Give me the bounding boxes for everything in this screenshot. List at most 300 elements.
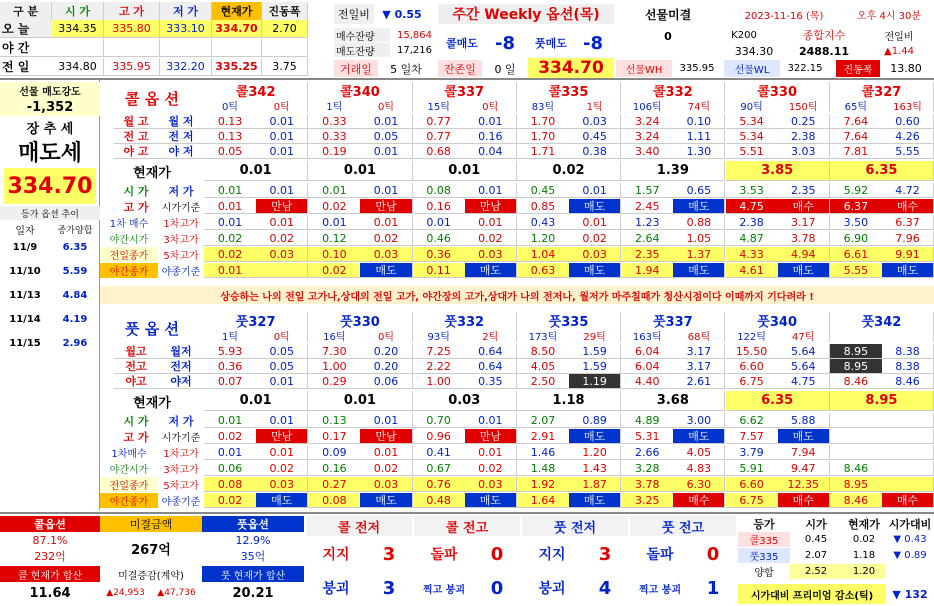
put-tick-a: 1틱 [222,331,239,342]
put-r2-b: 0.02 [256,461,308,476]
history-date: 11/13 [9,289,41,301]
call-r3-a: 4.33 [726,247,778,262]
ohlc-cell: 335.80 [104,20,160,38]
put-r1-a [830,445,882,460]
put-sl-label-b: 저 가 [168,414,194,428]
remain-days-label: 잔존일 [438,60,482,77]
call-tick-b: 74틱 [673,98,725,112]
call-tick-a: 106틱 [632,101,662,112]
trade-day-label: 거래일 [334,60,378,77]
ohlc-cell [212,39,262,57]
ohlc-cell [160,39,212,57]
call-cur-value: 0.01 [204,161,308,181]
call-cur-value: 1.39 [621,161,725,181]
oi-up2: ▲47,736 [157,588,196,598]
call-r1-label-b: 1차고가 [163,219,199,230]
call-r4-b: 매도 [882,263,934,278]
call-sl-open: 1.57 [621,183,673,198]
call-hl-low: 0.01 [256,114,308,129]
time-label: 오후 4시 30분 [856,10,922,22]
buy-remain-value: 15,864 [397,29,432,41]
call-tick-b: 0틱 [360,98,412,112]
call-r3-a: 1.04 [517,247,569,262]
put-r2-b: 0.02 [465,461,517,476]
put-hl-low: 3.17 [673,359,725,374]
sell-remain-value: 17,216 [397,44,432,56]
put-r2-a: 8.46 [830,461,882,476]
put-r1-label-b: 1차고가 [163,449,199,460]
call-hl-low: 0.25 [778,114,830,129]
put-cur-label: 현재가 [133,395,171,411]
call-hl-high: 3.24 [621,129,673,144]
put-cur-value: 0.01 [204,391,308,411]
put-signal: 만남 [256,429,308,444]
put-high-value: 0.96 [413,429,465,444]
put-r3-b: 1.87 [569,477,621,492]
group-title: 콜 전고 [414,516,520,536]
call-hl-low: 0.60 [882,114,934,129]
ohlc-header: 고 가 [104,2,160,20]
put-sl-low [882,413,934,428]
put-hl-high: 0.29 [308,374,360,389]
jindong-value: 13.80 [890,62,922,75]
eq-cell: 2.07 [804,550,828,561]
call-strike-0: 콜342 [204,82,308,98]
call-r3-a: 0.36 [413,247,465,262]
call-r2-a: 0.46 [413,231,465,246]
put-hl-low: 0.06 [360,374,412,389]
sell-remain-label: 매도잔량 [334,43,390,57]
date-label: 2023-11-16 (목) [744,10,824,22]
put-sl-open [830,413,882,428]
call-tick-b: 0틱 [256,98,308,112]
call-sell-label: 콜매도 [446,37,478,50]
eq-cell: 양합 [754,568,774,579]
put-r4-a: 0.08 [308,493,360,508]
put-pct: 12.9% [235,533,271,547]
call-r1-a: 0.01 [204,215,256,230]
put-base-label: 시가기준 [161,433,201,444]
call-r3-label-a: 전일종가 [100,247,158,262]
call-hl-high: 0.05 [204,144,256,159]
put-hl-low: 5.64 [778,359,830,374]
call-r4-a: 0.01 [204,263,256,278]
premium-value: ▼ 132 [892,587,928,601]
call-hl-label-a: 야 고 [114,144,158,159]
call-r4-b: 매도 [360,263,412,278]
ohlc-row-label: 오 늘 [0,20,52,38]
call-r3-b: 1.37 [673,247,725,262]
put-option-label: 풋옵션 [202,516,304,532]
call-strike-6: 콜327 [830,82,934,98]
call-signal: 매도 [569,199,621,214]
call-section [100,80,934,310]
put-hl-high: 8.46 [830,374,882,389]
put-r4-b: 매도 [569,493,621,508]
call-strike-1: 콜340 [308,82,412,98]
call-r4-b: 매도 [465,263,517,278]
group-title: 풋 전저 [522,516,628,536]
put-hl-high: 6.04 [621,344,673,359]
put-r3-a: 8.95 [830,477,882,492]
put-hl-high: 8.95 [830,359,882,374]
put-r2-a: 0.67 [413,461,465,476]
call-r4-a: 4.61 [726,263,778,278]
call-cur-value: 3.85 [726,161,830,181]
put-strike-2: 풋332 [413,312,517,328]
put-r4-a: 1.64 [517,493,569,508]
trend-title: 등가 옵션 추이 [0,206,100,220]
put-hl-low: 0.35 [465,374,517,389]
put-tick-a: 122틱 [737,331,766,342]
put-r3-a: 0.08 [204,477,256,492]
eq-cell: 콜335 [738,532,790,547]
eq-cell: 1.18 [852,550,876,561]
jindong-label: 진동폭 [836,60,880,77]
call-tick-a: 15틱 [427,101,450,112]
put-r2-b: 9.47 [778,461,830,476]
call-sl-low: 0.01 [465,183,517,198]
put-sl-low: 0.01 [465,413,517,428]
put-sl-low: 0.01 [360,413,412,428]
call-cur-value: 0.02 [517,161,621,181]
put-r1-a: 3.79 [726,445,778,460]
call-hl-low: 0.01 [256,129,308,144]
put-title: 풋 옵 션 [125,319,179,338]
left-big-price: 334.70 [4,168,96,204]
put-r3-a: 6.60 [726,477,778,492]
jeonilbi2-label: 전일비 [884,31,914,42]
call-r1-b: 0.88 [673,215,725,230]
put-r4-b: 매수 [882,493,934,508]
put-strike-6: 풋342 [830,312,934,328]
call-sl-open: 0.45 [517,183,569,198]
history-value: 4.19 [62,313,88,325]
group-a-label: 돌파 [430,547,458,563]
call-r4-b: 매도 [569,263,621,278]
history-date: 11/10 [9,265,41,277]
ohlc-cell: 335.95 [104,58,160,76]
futures-oi-value: 0 [664,29,672,43]
wl-label: 선물WL [724,60,780,77]
put-strike-0: 풋327 [204,312,308,328]
call-title: 콜 옵 션 [125,89,179,108]
put-high-value: 0.17 [308,429,360,444]
put-tick-b: 2틱 [465,328,517,342]
put-r1-a: 0.01 [204,445,256,460]
put-sl-open: 0.70 [413,413,465,428]
put-hl-high: 4.40 [621,374,673,389]
put-r1-b [882,445,934,460]
call-hl-low: 0.01 [465,114,517,129]
oi-amt: 267억 [131,542,171,558]
wh-value: 335.95 [679,63,715,74]
call-r2-b: 7.96 [882,231,934,246]
kospi-label: 종합지수 [802,29,846,42]
call-sl-low: 0.01 [360,183,412,198]
call-high-value: 0.85 [517,199,569,214]
ohlc-header: 진동폭 [262,2,308,20]
put-hl-low: 2.61 [673,374,725,389]
put-high-value [830,429,882,444]
call-cur-value: 0.01 [413,161,517,181]
call-hl-low: 4.26 [882,129,934,144]
wl-value: 322.15 [787,63,823,74]
put-hl-low: 8.46 [882,374,934,389]
call-r3-b: 0.03 [465,247,517,262]
call-signal: 만남 [360,199,412,214]
call-r4-a: 1.94 [621,263,673,278]
call-hl-low: 0.03 [569,114,621,129]
history-value: 4.84 [62,289,88,301]
call-hl-low: 2.38 [778,129,830,144]
put-hl-low: 0.05 [256,359,308,374]
ohlc-cell: 334.35 [52,20,104,38]
call-hl-high: 1.71 [517,144,569,159]
call-hl-high: 5.34 [726,129,778,144]
call-hl-high: 0.77 [413,114,465,129]
premium-label: 시가대비 프리미엄 감소(틱) [738,584,886,604]
put-strike-1: 풋330 [308,312,412,328]
put-sum-label: 풋 현재가 합산 [202,566,304,582]
call-r1-b: 0.01 [256,215,308,230]
call-sl-label-a: 시 가 [123,184,149,198]
put-sl-open: 4.89 [621,413,673,428]
put-r3-a: 0.76 [413,477,465,492]
group-b-value: 3 [382,577,396,599]
group-a-label: 지지 [322,547,350,563]
put-strike-4: 풋337 [621,312,725,328]
call-pct: 87.1% [32,533,68,547]
call-hl-high: 0.19 [308,144,360,159]
put-r4-b: 매수 [778,493,830,508]
put-hl-high: 4.05 [517,359,569,374]
call-cur-label: 현재가 [133,165,171,181]
put-hl-label-b: 월저 [158,344,204,359]
oi-up1: ▲24,953 [106,588,145,598]
call-sl-low: 2.35 [778,183,830,198]
ohlc-cell: 3.75 [262,58,308,76]
call-amt: 232억 [34,550,66,563]
call-r2-label-b: 3차고가 [163,235,199,246]
put-r3-b: 6.30 [673,477,725,492]
call-hl-high: 7.81 [830,144,882,159]
put-hl-label-b: 전저 [158,359,204,374]
put-hl-high: 7.25 [413,344,465,359]
call-r2-a: 4.87 [726,231,778,246]
put-section [100,310,934,510]
put-r4-b: 매수 [673,493,725,508]
call-r2-a: 2.64 [621,231,673,246]
call-strike-2: 콜337 [413,82,517,98]
put-hl-low: 8.38 [882,359,934,374]
put-cur-value: 8.95 [830,391,934,411]
call-tick-b: 0틱 [465,98,517,112]
call-r4-b: 매도 [673,263,725,278]
put-hl-high: 5.93 [204,344,256,359]
call-r1-a: 1.23 [621,215,673,230]
put-cur-value: 1.18 [517,391,621,411]
left-panel [0,80,100,510]
call-r3-a: 0.02 [204,247,256,262]
history-date: 11/9 [12,241,38,253]
put-hl-low: 5.64 [778,344,830,359]
call-r2-b: 0.02 [465,231,517,246]
call-sum-value: 11.64 [29,585,71,601]
put-tick-b [882,328,934,342]
call-tick-a: 0틱 [222,101,239,112]
group-title: 풋 전고 [630,516,736,536]
put-signal: 만남 [360,429,412,444]
put-tick-b: 0틱 [256,328,308,342]
call-hl-high: 0.77 [413,129,465,144]
put-r3-b [882,477,934,492]
call-option-label: 콜옵션 [0,516,100,532]
eq-cell [886,564,934,579]
call-tick-a: 65틱 [844,101,868,112]
call-r4-a: 0.63 [517,263,569,278]
group-b-label: 찍고 붕괴 [638,584,682,596]
put-sl-low: 5.88 [778,413,830,428]
put-hl-high: 2.50 [517,374,569,389]
call-high-value: 0.16 [413,199,465,214]
remain-days-value: 0 일 [494,62,516,76]
call-r3-b: 0.03 [256,247,308,262]
call-r4-label-a: 야간종가 [100,263,158,278]
trend-label: 장 추 세 [26,121,74,136]
call-hl-low: 0.01 [256,144,308,159]
put-hl-low: 0.01 [256,374,308,389]
put-hl-high: 1.00 [413,374,465,389]
eq-header: 현재가 [848,518,880,531]
call-sl-label-b: 저 가 [168,184,194,198]
jeonilbi2-value: ▲1.44 [884,45,914,57]
ohlc-header: 구 분 [0,2,52,20]
put-hl-low: 8.38 [882,344,934,359]
call-high-label: 고 가 [123,200,149,214]
put-r2-a: 5.91 [726,461,778,476]
ohlc-row-label: 전 일 [0,58,52,76]
call-signal: 만남 [465,199,517,214]
call-r2-b: 3.78 [778,231,830,246]
put-r1-b: 0.01 [360,445,412,460]
group-a-value: 0 [490,543,504,565]
eq-header: 등가 [753,518,775,531]
call-high-value: 6.37 [830,199,882,214]
put-r3-a: 3.78 [621,477,673,492]
put-amt: 35억 [240,550,266,563]
call-r3-a: 2.35 [621,247,673,262]
call-r2-a: 0.12 [308,231,360,246]
call-hl-high: 5.34 [726,114,778,129]
call-hl-high: 0.33 [308,114,360,129]
ohlc-cell [52,39,104,57]
strength-value: -1,352 [0,98,100,116]
put-high-value: 5.31 [621,429,673,444]
ohlc-cell: 334.70 [212,20,262,38]
history-date: 11/15 [9,337,41,349]
put-hl-high: 0.07 [204,374,256,389]
call-hl-low: 0.45 [569,129,621,144]
call-sl-low: 0.01 [569,183,621,198]
put-strike-3: 풋335 [517,312,621,328]
put-r2-b: 4.83 [673,461,725,476]
put-signal: 매도 [778,429,830,444]
put-r3-b: 12.35 [778,477,830,492]
support-break-groups [306,514,738,606]
call-r1-a: 0.01 [308,215,360,230]
call-r1-a: 3.50 [830,215,882,230]
call-tick-a: 90틱 [740,101,763,112]
call-hl-low: 0.38 [569,144,621,159]
call-r3-a: 0.10 [308,247,360,262]
eq-cell: ▼ 0.43 [893,534,927,545]
notice-text: 상승하는 나의 전일 고가나,상대의 전일 고가, 야간장의 고가,상대가 나의 전저나, 월저가 마주칠때가 청산시점이다 이때까지 기다려라 ! [100,286,934,304]
call-sl-open: 0.01 [308,183,360,198]
call-r1-b: 0.01 [360,215,412,230]
group-a-value: 3 [598,543,612,565]
ohlc-header: 저 가 [160,2,212,20]
ohlc-header: 시 가 [52,2,104,20]
put-sl-open: 0.01 [204,413,256,428]
put-r2-a: 0.06 [204,461,256,476]
put-r4-a: 3.25 [621,493,673,508]
ohlc-header: 현재가 [212,2,262,20]
put-hl-label-a: 전고 [114,359,158,374]
call-r4-label-b: 야종기준 [161,267,201,278]
call-hl-low: 3.03 [778,144,830,159]
group-b-value: 1 [706,577,720,599]
put-sl-label-a: 시 가 [123,414,149,428]
call-tick-b: 163틱 [882,98,934,112]
wh-label: 선물WH [616,60,672,77]
call-r2-b: 0.02 [256,231,308,246]
put-high-value: 2.91 [517,429,569,444]
call-hl-high: 3.40 [621,144,673,159]
put-hl-high: 15.50 [726,344,778,359]
call-hl-low: 0.04 [465,144,517,159]
col-price: 종가양합 [57,225,93,236]
call-r1-b: 0.01 [465,215,517,230]
eq-cell: 1.20 [842,564,886,579]
call-r3-b: 9.91 [882,247,934,262]
call-sell-value: -8 [495,32,515,54]
call-r1-a: 2.38 [726,215,778,230]
call-hl-high: 1.70 [517,129,569,144]
put-hl-low: 0.64 [465,359,517,374]
put-tick-a: 93틱 [427,331,450,342]
put-sl-low: 0.89 [569,413,621,428]
call-hl-label-b: 전 저 [158,129,204,144]
put-tick-a: 16틱 [323,331,346,342]
put-hl-high: 7.30 [308,344,360,359]
put-r1-a: 1.46 [517,445,569,460]
put-r4-a: 6.75 [726,493,778,508]
put-hl-low: 0.64 [465,344,517,359]
put-hl-low: 4.75 [778,374,830,389]
call-r1-b: 6.37 [882,215,934,230]
call-r3-a: 6.61 [830,247,882,262]
put-sl-low: 3.00 [673,413,725,428]
call-sl-open: 5.92 [830,183,882,198]
put-sell-label: 풋매도 [535,37,567,50]
put-r4-a: 0.48 [413,493,465,508]
put-r3-b: 0.03 [360,477,412,492]
put-r2-b: 1.43 [569,461,621,476]
call-r2-a: 6.90 [830,231,882,246]
put-r1-a: 0.41 [413,445,465,460]
call-high-value: 4.75 [726,199,778,214]
